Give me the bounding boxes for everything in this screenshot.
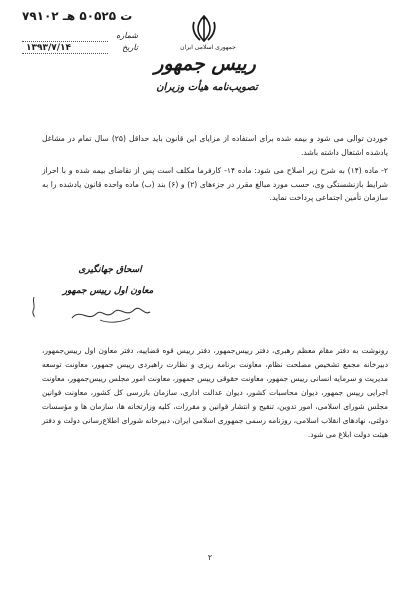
margin-mark-icon	[30, 296, 38, 318]
date-value: ۱۳۹۳/۷/۱۴	[26, 43, 72, 53]
reference-number: ۷۹۱۰۲ ت ۵۰۵۲۵ هـ	[22, 9, 133, 23]
number-label: شماره	[116, 31, 138, 40]
paragraph-copies: رونوشت به دفتر مقام معظم رهبری، دفتر رییس‌جمهور، دفتر رییس قوه قضاییه، دفتر معاون اول رییس‌جمهور، دبیرخانه مجمع تشخیص مصلحت نظام، معاونت برنامه ریزی و نظارت راهبردی رییس جمهور، معاونت توسعه مدیریت و سرمایه انسانی رییس جمهور، معاونت حقوقی رییس جمهور، معاونت امور مجلس رییس‌جمهور، معاونت اجرایی رییس جمهور، دیوان محاسبات کشور، دیوان عدالت اداری، سازمان بازرسی کل کشور، معاونت قوانین مجلس شورای اسلامی، امور تدوین، تنقیح و انتشار قوانین و مقررات، کلیه وزارتخانه ها، سازمان ها و مؤسسات دولتی، نهادهای انقلاب اسلامی، روزنامه رسمی جمهوری اسلامی ایران، دبیرخانه شورای اطلاع‌رسانی دولت و دفتر هیئت دولت ابلاغ می شود.	[42, 346, 388, 439]
reference-number-row	[22, 31, 138, 43]
signatory-name: اسحاق جهانگیری	[78, 265, 142, 275]
date-label: تاریخ	[122, 43, 138, 52]
date-dotted-line	[22, 53, 108, 54]
handwritten-signature	[60, 300, 160, 326]
republic-label: جمهوری اسلامی ایران	[180, 44, 236, 51]
paragraph-2: ۲- ماده (۱۴) به شرح زیر اصلاح می شود: ماده ۱۴- کارفرما مکلف است پس از تقاضای بیمه شده و با احراز شرایط بازنشستگی وی، حسب مورد مبالغ مقرر در جزءهای (۲) و (۶) بند (ب) ماده واحده قانون یادشده را به سازمان تأمین اجتماعی پرداخت نماید.	[42, 166, 388, 202]
signatory-title: معاون اول رییس جمهور	[62, 286, 154, 296]
president-title: رییس جمهور	[154, 53, 256, 75]
page-number: ۲	[207, 553, 213, 562]
paragraph-1: خوردن توالی می شود و بیمه شده برای استفاده از مزایای این قانون باید حداقل (۲۵) سال تمام در مشاغل یادشده اشتغال داشته باشد.	[42, 134, 388, 157]
cabinet-decree-title: تصویب‌نامه هیأت وزیران	[156, 82, 258, 93]
iran-emblem-icon	[186, 14, 222, 44]
number-dotted-line	[22, 41, 108, 42]
reference-date-row	[22, 43, 138, 55]
